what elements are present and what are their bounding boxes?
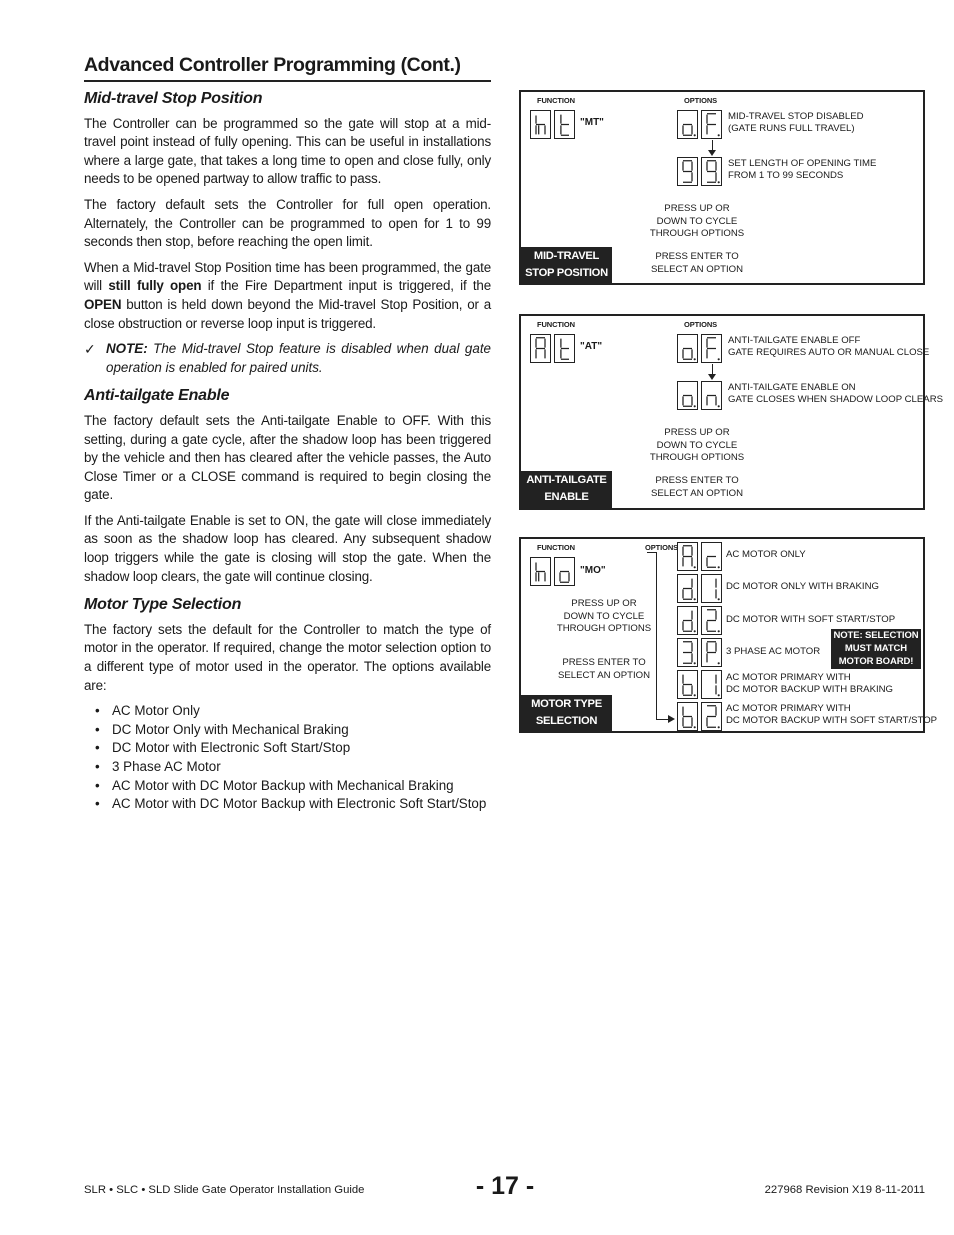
seg-display-1-icon: [701, 574, 722, 603]
seg-display-o-icon: [677, 110, 698, 139]
seg-display-f-icon: [701, 110, 722, 139]
anti-tailgate-heading: Anti-tailgate Enable: [84, 387, 230, 405]
motor-type-paragraph-1: The factory sets the default for the Controller to match the type of motor in the operator. If required, change the motor selection option to a different type of motor used in the operator. The options available are:: [84, 621, 491, 693]
body-text-column: [84, 90, 491, 814]
list-item: • AC Motor with DC Motor Backup with Electronic Soft Start/Stop: [84, 795, 491, 814]
seg-display-9-icon: [677, 157, 698, 186]
at-option-1-line-1: ANTI-TAILGATE ENABLE OFF: [728, 335, 861, 346]
mo-option-1: AC MOTOR ONLY: [726, 549, 806, 560]
function-code: "MO": [580, 565, 606, 576]
function-label: FUNCTION: [537, 96, 575, 105]
seg-display-2-icon: [701, 702, 722, 731]
mo-option-2: DC MOTOR ONLY WITH BRAKING: [726, 581, 879, 592]
mt-option-2-line-1: SET LENGTH OF OPENING TIME: [728, 158, 877, 169]
list-item: • DC Motor with Electronic Soft Start/Stop: [84, 739, 491, 758]
function-code: "MT": [580, 117, 604, 128]
seg-display-a-icon: [677, 542, 698, 571]
seg-display-c-icon: [701, 542, 722, 571]
function-code: "AT": [580, 341, 603, 352]
function-label: FUNCTION: [537, 543, 575, 552]
list-item: • AC Motor with DC Motor Backup with Mechanical Braking: [84, 777, 491, 796]
mt-cycle-instruction: PRESS UP OR DOWN TO CYCLE THROUGH OPTIONS: [649, 203, 745, 239]
footer-product-line: SLR • SLC • SLD Slide Gate Operator Installation Guide: [84, 1184, 365, 1196]
mid-travel-diagram: [519, 90, 925, 285]
seg-display-d-icon: [677, 574, 698, 603]
options-label: OPTIONS: [684, 96, 718, 105]
seg-display-3-icon: [677, 638, 698, 667]
anti-tailgate-paragraph-2: If the Anti-tailgate Enable is set to ON, the gate will close immediately as soon as the shadow loop has cleared. Any subsequent shadow loop triggers while the gate is closing will stop the gate. When the shadow loop clears, the gate will continue closing.: [84, 512, 491, 584]
mt-option-2-line-2: FROM 1 TO 99 SECONDS: [728, 170, 844, 181]
mid-travel-function-label: MID-TRAVEL STOP POSITION: [521, 247, 612, 285]
seg-display-p-icon: [701, 638, 722, 667]
at-option-1-line-2: GATE REQUIRES AUTO OR MANUAL CLOSE: [728, 347, 930, 358]
at-cycle-instruction: PRESS UP OR DOWN TO CYCLE THROUGH OPTIONS: [649, 427, 745, 463]
list-item: • 3 Phase AC Motor: [84, 758, 491, 777]
seg-display-m-icon: [530, 557, 551, 586]
seg-display-n-icon: [701, 381, 722, 410]
seg-display-2-icon: [701, 606, 722, 635]
motor-selection-note: NOTE: SELECTION MUST MATCH MOTOR BOARD!: [831, 629, 921, 669]
mo-option-5-line-1: AC MOTOR PRIMARY WITH: [726, 672, 851, 683]
mo-option-3: DC MOTOR WITH SOFT START/STOP: [726, 614, 896, 625]
motor-options-list: [84, 702, 491, 814]
mo-option-6-line-1: AC MOTOR PRIMARY WITH: [726, 703, 851, 714]
seg-display-t-icon: [554, 334, 575, 363]
motor-type-diagram: [519, 537, 938, 733]
seg-display-a-icon: [530, 334, 551, 363]
seg-display-m-icon: [530, 110, 551, 139]
seg-display-b-icon: [677, 702, 698, 731]
function-label: FUNCTION: [537, 320, 575, 329]
mid-travel-note: ✓ NOTE: The Mid-travel Stop feature is disabled when dual gate operation is enabled for paired units.: [84, 341, 491, 375]
at-option-2-line-1: ANTI-TAILGATE ENABLE ON: [728, 382, 856, 393]
options-label: OPTIONS: [684, 320, 718, 329]
mo-enter-instruction: PRESS ENTER TO SELECT AN OPTION: [557, 657, 651, 681]
checkmark-icon: ✓: [84, 341, 96, 358]
anti-tailgate-paragraph-1: The factory default sets the Anti-tailgate Enable to OFF. With this setting, during a gate cycle, after the shadow loop has been triggered by the vehicle and then has cleared after the vehicle passes, the Auto Close Timer or a CLOSE command is required to begin closing the gate.: [84, 412, 491, 503]
right-arrow-icon: [668, 715, 675, 723]
motor-type-function-label: MOTOR TYPE SELECTION: [521, 695, 612, 733]
mt-enter-instruction: PRESS ENTER TO SELECT AN OPTION: [650, 251, 744, 275]
mid-travel-heading: Mid-travel Stop Position: [84, 90, 263, 107]
mid-travel-paragraph-2: The factory default sets the Controller for full open operation. Alternately, the Controller can be programmed to open for 1 to 99 seconds then stop, before reaching the open limit.: [84, 196, 491, 250]
page-title: Advanced Controller Programming (Cont.): [84, 54, 491, 82]
down-arrow-icon: [708, 374, 716, 380]
anti-tailgate-function-label: ANTI-TAILGATE ENABLE: [521, 471, 612, 510]
down-arrow-icon: [708, 150, 716, 156]
motor-type-heading: Motor Type Selection: [84, 596, 242, 614]
seg-display-o-icon: [677, 334, 698, 363]
seg-display-t-icon: [554, 110, 575, 139]
at-enter-instruction: PRESS ENTER TO SELECT AN OPTION: [650, 475, 744, 499]
seg-display-f-icon: [701, 334, 722, 363]
mo-option-4: 3 PHASE AC MOTOR: [726, 646, 821, 657]
mo-option-5-line-2: DC MOTOR BACKUP WITH BRAKING: [726, 684, 894, 695]
footer-revision: 227968 Revision X19 8-11-2011: [764, 1184, 925, 1196]
page-number: - 17 -: [475, 1172, 535, 1200]
anti-tailgate-diagram: [519, 314, 944, 510]
at-option-2-line-2: GATE CLOSES WHEN SHADOW LOOP CLEARS: [728, 394, 944, 405]
seg-display-o-icon: [677, 381, 698, 410]
bracket-top-line: [647, 552, 657, 553]
seg-display-1-icon: [701, 670, 722, 699]
list-item: • DC Motor Only with Mechanical Braking: [84, 721, 491, 740]
mid-travel-paragraph-1: The Controller can be programmed so the gate will stop at a mid-travel point instead of fully opening. This can be useful in installations where a large gate, that takes a long time to open and close fully, only needs to be opened partway to allow traffic to pass.: [84, 115, 491, 187]
mt-option-1-line-2: (GATE RUNS FULL TRAVEL): [728, 123, 855, 134]
seg-display-b-icon: [677, 670, 698, 699]
mo-cycle-instruction: PRESS UP OR DOWN TO CYCLE THROUGH OPTIONS: [556, 598, 652, 634]
mo-option-6-line-2: DC MOTOR BACKUP WITH SOFT START/STOP: [726, 715, 938, 726]
options-label: OPTIONS: [645, 543, 679, 552]
seg-display-d-icon: [677, 606, 698, 635]
seg-display-9-icon: [701, 157, 722, 186]
seg-display-o-icon: [554, 557, 575, 586]
options-bracket: [656, 552, 657, 719]
mt-option-1-line-1: MID-TRAVEL STOP DISABLED: [728, 111, 864, 122]
mid-travel-paragraph-3: When a Mid-travel Stop Position time has been programmed, the gate will still fully open if the Fire Department input is triggered, if the OPEN button is held down beyond the Mid-travel Stop Position, or a close obstruction or reverse loop input is triggered.: [84, 259, 491, 331]
list-item: • AC Motor Only: [84, 702, 491, 721]
